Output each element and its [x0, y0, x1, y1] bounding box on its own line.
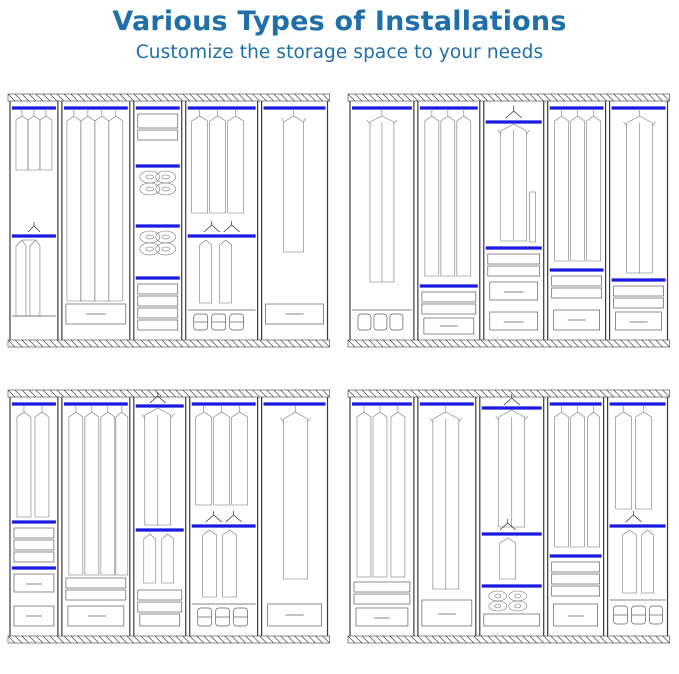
layout-top-right [340, 82, 679, 378]
header [0, 0, 679, 63]
wardrobe-diagram-3 [0, 378, 340, 674]
page-title: Various Types of Installations [112, 6, 567, 37]
layout-top-left [0, 82, 340, 378]
wardrobe-diagram-4 [340, 378, 679, 674]
layout-grid [0, 82, 679, 674]
wardrobe-diagram-1 [0, 82, 340, 378]
wardrobe-diagram-2 [340, 82, 679, 378]
page-subtitle: Customize the storage space to your needs [135, 42, 544, 64]
layout-bottom-left [0, 378, 340, 674]
layout-bottom-right [340, 378, 679, 674]
